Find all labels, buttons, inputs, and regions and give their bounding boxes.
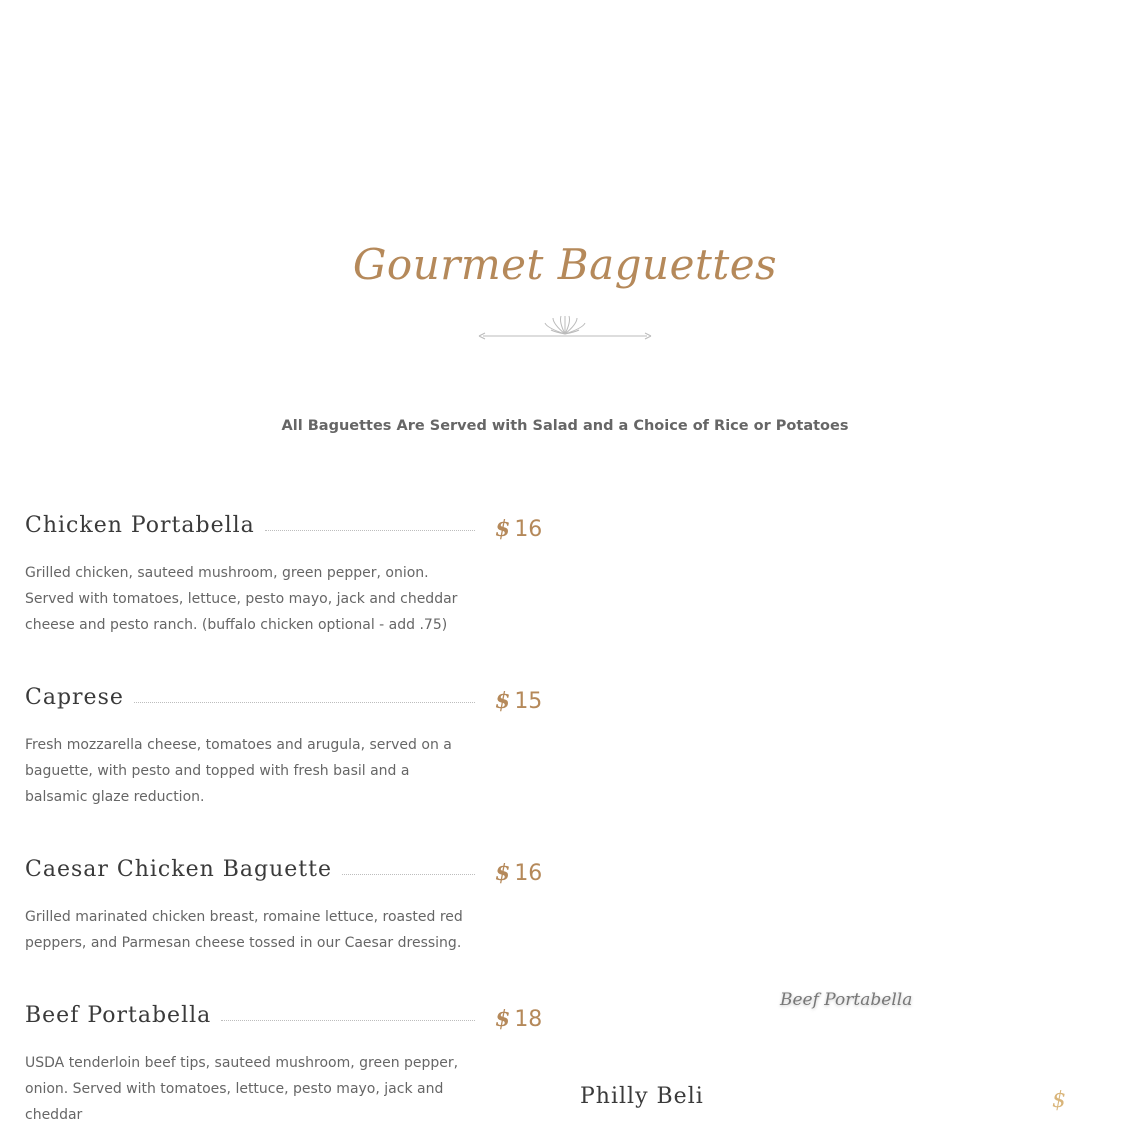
menu-item-name: Chicken Portabella [25,513,265,538]
menu-item [25,998,545,1128]
currency-symbol-partial: $ [1052,1088,1066,1113]
menu-item-price [495,688,545,714]
price-value: 18 [514,1007,543,1032]
image-caption: Beef Portabella [780,990,913,1010]
dotted-leader [265,530,475,531]
menu-item-price [495,860,545,886]
currency-symbol: $ [495,516,511,542]
price-value: 16 [514,517,543,542]
currency-symbol: $ [495,688,511,714]
price-value: 15 [514,689,543,714]
menu-item-price [495,516,545,542]
dotted-leader [221,1020,475,1021]
menu-item [25,508,545,638]
menu-item-description: USDA tenderloin beef tips, sauteed mushroom, green pepper, onion. Served with tomatoes, lettuce, pesto mayo, jack and cheddar [25,1055,459,1123]
menu-item-header [25,998,545,1032]
menu-item-description: Fresh mozzarella cheese, tomatoes and arugula, served on a baguette, with pesto and topped with fresh basil and a balsamic glaze reduction. [25,737,452,805]
page-title: Gourmet Baguettes [352,240,778,289]
price-value: 16 [514,861,543,886]
menu-item-name: Caprese [25,685,134,710]
menu-item [25,680,545,810]
currency-symbol: $ [495,1006,511,1032]
dotted-leader [342,874,475,875]
ornamental-divider-icon [475,310,655,342]
menu-subtitle: All Baguettes Are Served with Salad and a Choice of Rice or Potatoes [281,418,849,434]
menu-item-header [25,680,545,714]
menu-item-name: Caesar Chicken Baguette [25,857,342,882]
menu-item-header [25,508,545,542]
menu-item-price [495,1006,545,1032]
currency-symbol: $ [495,860,511,886]
menu-item [25,852,545,956]
menu-item-header [25,852,545,886]
menu-item-description: Grilled marinated chicken breast, romaine lettuce, roasted red peppers, and Parmesan cheese tossed in our Caesar dressing. [25,909,463,951]
menu-item-name: Beef Portabella [25,1003,221,1028]
menu-item-description: Grilled chicken, sauteed mushroom, green pepper, onion. Served with tomatoes, lettuce, pesto mayo, jack and cheddar cheese and pesto ranch. (buffalo chicken optional - add .75) [25,565,458,633]
dotted-leader [134,702,475,703]
menu-item-name-partial: Philly Beli [580,1084,704,1109]
